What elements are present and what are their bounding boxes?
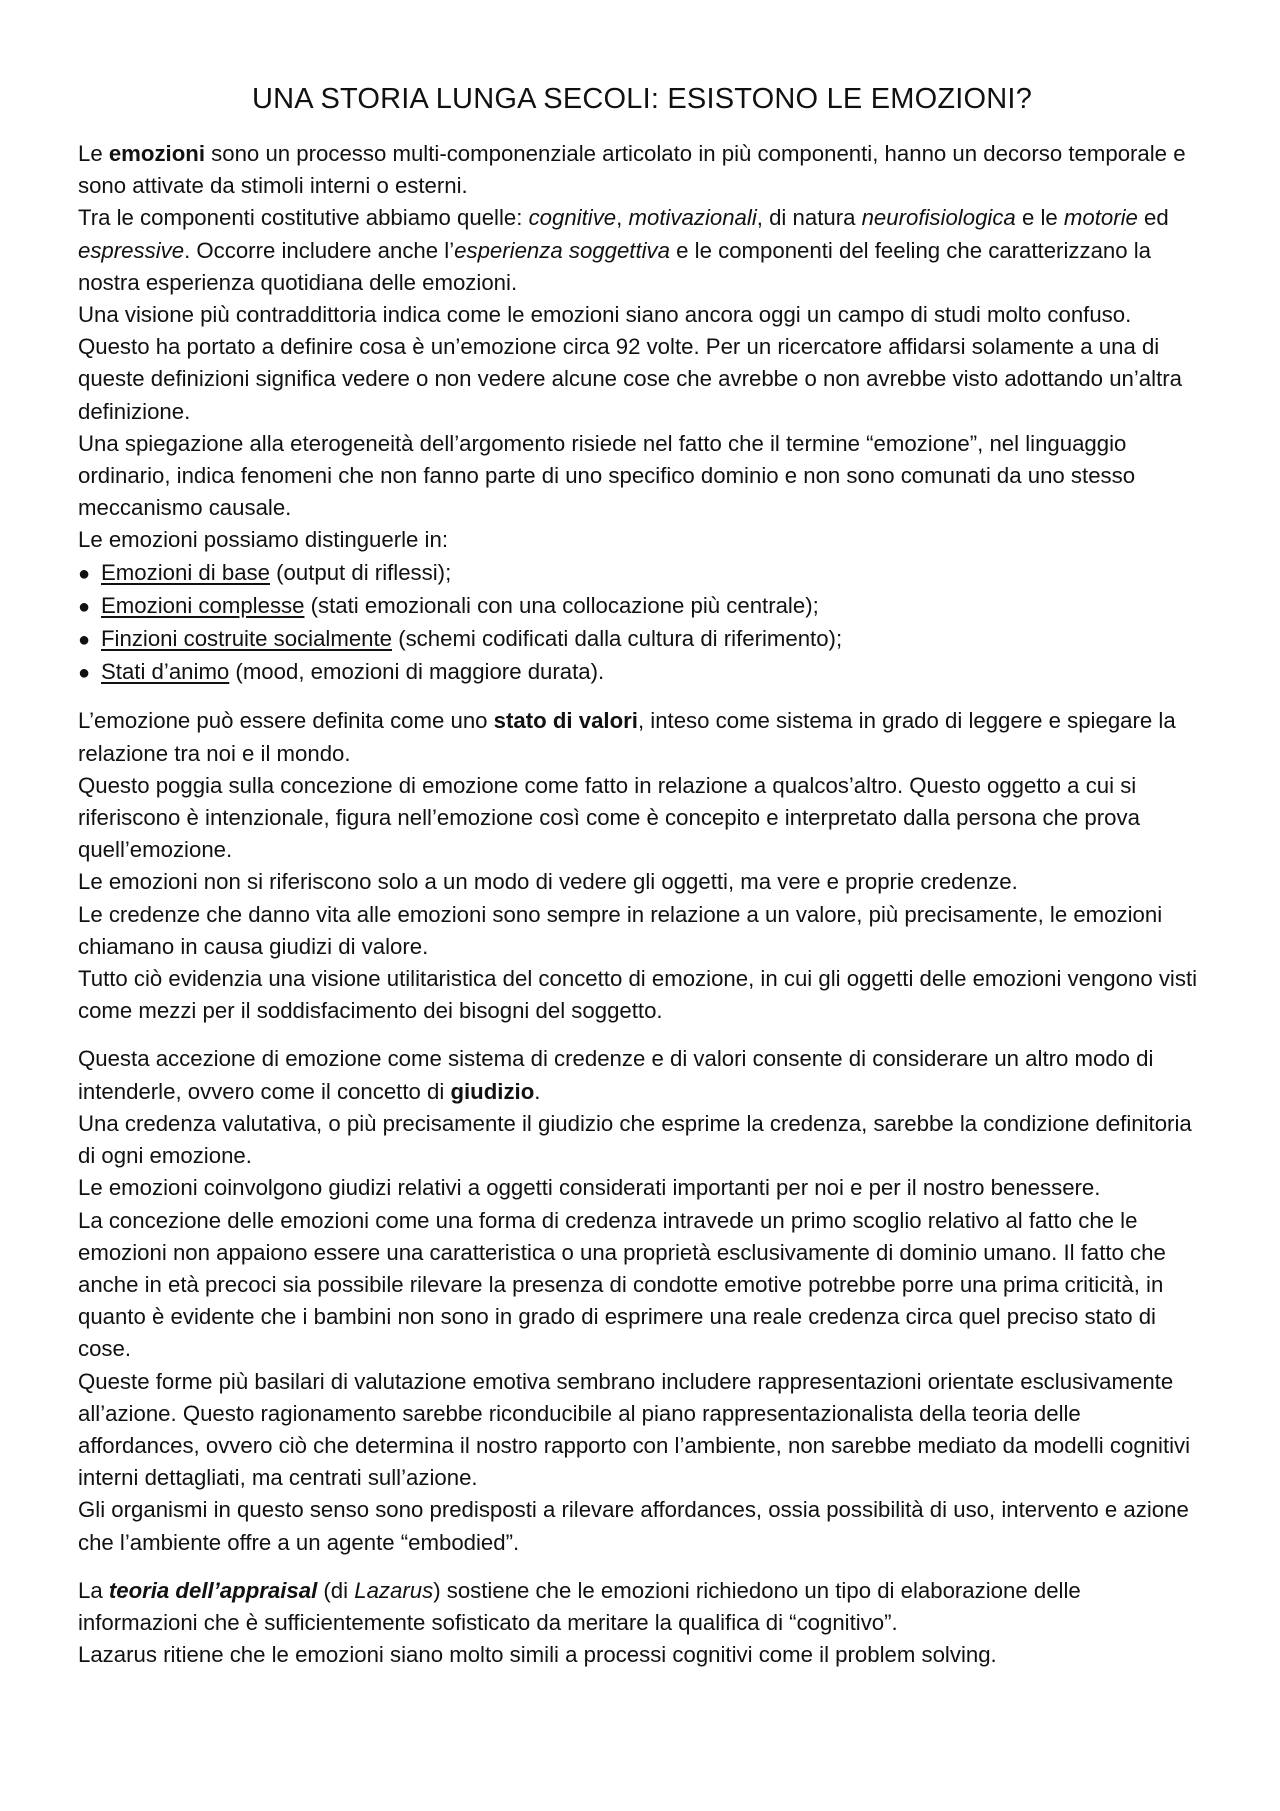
bold-italic-term-appraisal: teoria dell’appraisal: [108, 1577, 318, 1603]
bold-term-giudizio: giudizio: [450, 1078, 535, 1104]
text-run: e le componenti del feeling che caratterizzano la nostra esperienza quotidiana delle emozioni.: [78, 237, 1152, 295]
text-run: Questa accezione di emozione come sistema di credenze e di valori consente di considerare un altro modo di intenderle, ovvero come il concetto di: [78, 1046, 1154, 1104]
italic-term: motorie: [1063, 205, 1138, 231]
bullet-icon: ●: [78, 662, 91, 685]
list-item-desc: (schemi codificati dalla cultura di riferimento);: [392, 626, 843, 652]
text-run: ed: [1137, 205, 1169, 231]
paragraph-intentional-object: Questo poggia sulla concezione di emozione come fatto in relazione a qualcos’altro. Questo oggetto a cui si riferiscono è intenzionale, figura nell’emozione così come è concepito e interpretato dalla persona che prova quell’emozione.: [78, 772, 1140, 863]
text-run: .: [534, 1078, 541, 1104]
bold-term-stato-di-valori: stato di valori: [493, 708, 638, 734]
paragraph-list-intro: Le emozioni possiamo distinguerle in:: [78, 527, 448, 553]
list-item-desc: (stati emozionali con una collocazione più centrale);: [304, 592, 819, 618]
text-run: (di: [317, 1577, 355, 1603]
list-item-term: Finzioni costruite socialmente: [101, 626, 393, 652]
text-run: Tra le componenti costitutive abbiamo quelle:: [78, 205, 529, 231]
list-item-desc: (mood, emozioni di maggiore durata).: [229, 659, 605, 685]
paragraph-contradictory-view: Una visione più contraddittoria indica come le emozioni siano ancora oggi un campo di studi molto confuso. Questo ha portato a definire cosa è un’emozione circa 92 volte. Per un ricercatore affidarsi solamente a una di queste definizioni significa vedere o non vedere alcune cose che avrebbe o non avrebbe visto adottando un’altra definizione.: [78, 302, 1182, 424]
emotion-types-list: [78, 557, 1206, 690]
text-run: sono un processo multi-componenziale articolato in più componenti, hanno un decorso temporale e sono attivate da stimoli interni o esterni.: [78, 141, 1186, 199]
text-run: , inteso come sistema in grado di leggere e spiegare la relazione tra noi e il mondo.: [78, 708, 1176, 766]
text-run: ) sostiene che le emozioni richiedono un tipo di elaborazione delle informazioni che è sufficientemente sofisticato da meritare la qualifica di “cognitivo”.: [78, 1577, 1081, 1635]
bullet-icon: ●: [78, 629, 91, 652]
list-item: [78, 557, 1206, 590]
paragraph-utilitarian-view: Tutto ciò evidenzia una visione utilitaristica del concetto di emozione, in cui gli oggetti delle emozioni vengono visti come mezzi per il soddisfacimento dei bisogni del soggetto.: [78, 966, 1198, 1024]
bullet-icon: ●: [78, 562, 91, 585]
paragraph-gap: [78, 1559, 1206, 1575]
list-item-term: Emozioni di base: [101, 559, 270, 585]
paragraph-affordances: Queste forme più basilari di valutazione emotiva sembrano includere rappresentazioni orientate esclusivamente all’azione. Questo ragionamento sarebbe riconducibile al piano rappresentazionalista della teoria delle affordances, ovvero ciò che determina il nostro rapporto con l’ambiente, non sarebbe mediato da modelli cognitivi interni dettagliati, ma centrati sull’azione.: [78, 1368, 1191, 1491]
bullet-icon: ●: [78, 595, 91, 618]
text-run: ,: [616, 205, 629, 231]
italic-term: espressive: [78, 237, 185, 263]
paragraph-heterogeneity: Una spiegazione alla eterogeneità dell’argomento risiede nel fatto che il termine “emozione”, nel linguaggio ordinario, indica fenomeni che non fanno parte di uno specifico dominio e non sono comunati da uno stesso meccanismo causale.: [78, 430, 1136, 521]
list-item-term: Emozioni complesse: [101, 592, 305, 618]
paragraph-first-obstacle: La concezione delle emozioni come una forma di credenza intravede un primo scoglio relativo al fatto che le emozioni non appaiono essere una caratteristica o una proprietà esclusivamente di dominio umano. Il fatto che anche in età precoci sia possibile rilevare la presenza di condotte emotive potrebbe porre una prima criticità, in quanto è evidente che i bambini non sono in grado di esprimere una reale credenza circa quel preciso stato di cose.: [78, 1207, 1166, 1362]
paragraph-judgement: [78, 1043, 1206, 1107]
paragraph-value-judgements: Le credenze che danno vita alle emozioni sono sempre in relazione a un valore, più precisamente, le emozioni chiamano in causa giudizi di valore.: [78, 901, 1163, 959]
paragraph-beliefs: Le emozioni non si riferiscono solo a un modo di vedere gli oggetti, ma vere e proprie credenze.: [78, 869, 1018, 895]
list-item: [78, 590, 1206, 623]
list-item: [78, 656, 1206, 689]
bold-term-emozioni: emozioni: [108, 141, 205, 166]
paragraph-components: [78, 202, 1206, 299]
italic-term-lazarus: Lazarus: [354, 1577, 434, 1603]
paragraph-wellbeing: Le emozioni coinvolgono giudizi relativi a oggetti considerati importanti per noi e per il nostro benessere.: [78, 1175, 1101, 1201]
text-run: L’emozione può essere definita come uno: [78, 708, 494, 734]
text-run: La: [78, 1577, 109, 1603]
paragraph-appraisal-theory: [78, 1575, 1206, 1639]
text-run: Le: [78, 141, 109, 166]
italic-term: motivazionali: [628, 205, 757, 231]
paragraph-problem-solving: Lazarus ritiene che le emozioni siano molto simili a processi cognitivi come il problem solving.: [78, 1642, 997, 1668]
paragraph-evaluative-belief: Una credenza valutativa, o più precisamente il giudizio che esprime la credenza, sarebbe la condizione definitoria di ogni emozione.: [78, 1110, 1192, 1169]
document-title: UNA STORIA LUNGA SECOLI: ESISTONO LE EMOZIONI?: [251, 83, 1033, 115]
paragraph-definition: [78, 138, 1206, 202]
list-item-desc: (output di riflessi);: [269, 559, 452, 585]
italic-term: neurofisiologica: [861, 205, 1016, 231]
paragraph-embodied: Gli organismi in questo senso sono predisposti a rilevare affordances, ossia possibilità di uso, intervento e azione che l’ambiente offre a un agente “embodied”.: [78, 1497, 1189, 1555]
text-run: . Occorre includere anche l’: [184, 237, 455, 263]
paragraph-gap: [78, 689, 1206, 705]
italic-term: esperienza soggettiva: [454, 237, 670, 263]
paragraph-state-of-values: [78, 705, 1206, 769]
italic-term: cognitive: [528, 205, 617, 231]
document-page: [78, 82, 1206, 1671]
text-run: e le: [1015, 205, 1064, 231]
paragraph-gap: [78, 1027, 1206, 1043]
list-item-term: Stati d’animo: [101, 659, 230, 685]
text-run: , di natura: [756, 205, 862, 231]
list-item: [78, 623, 1206, 656]
